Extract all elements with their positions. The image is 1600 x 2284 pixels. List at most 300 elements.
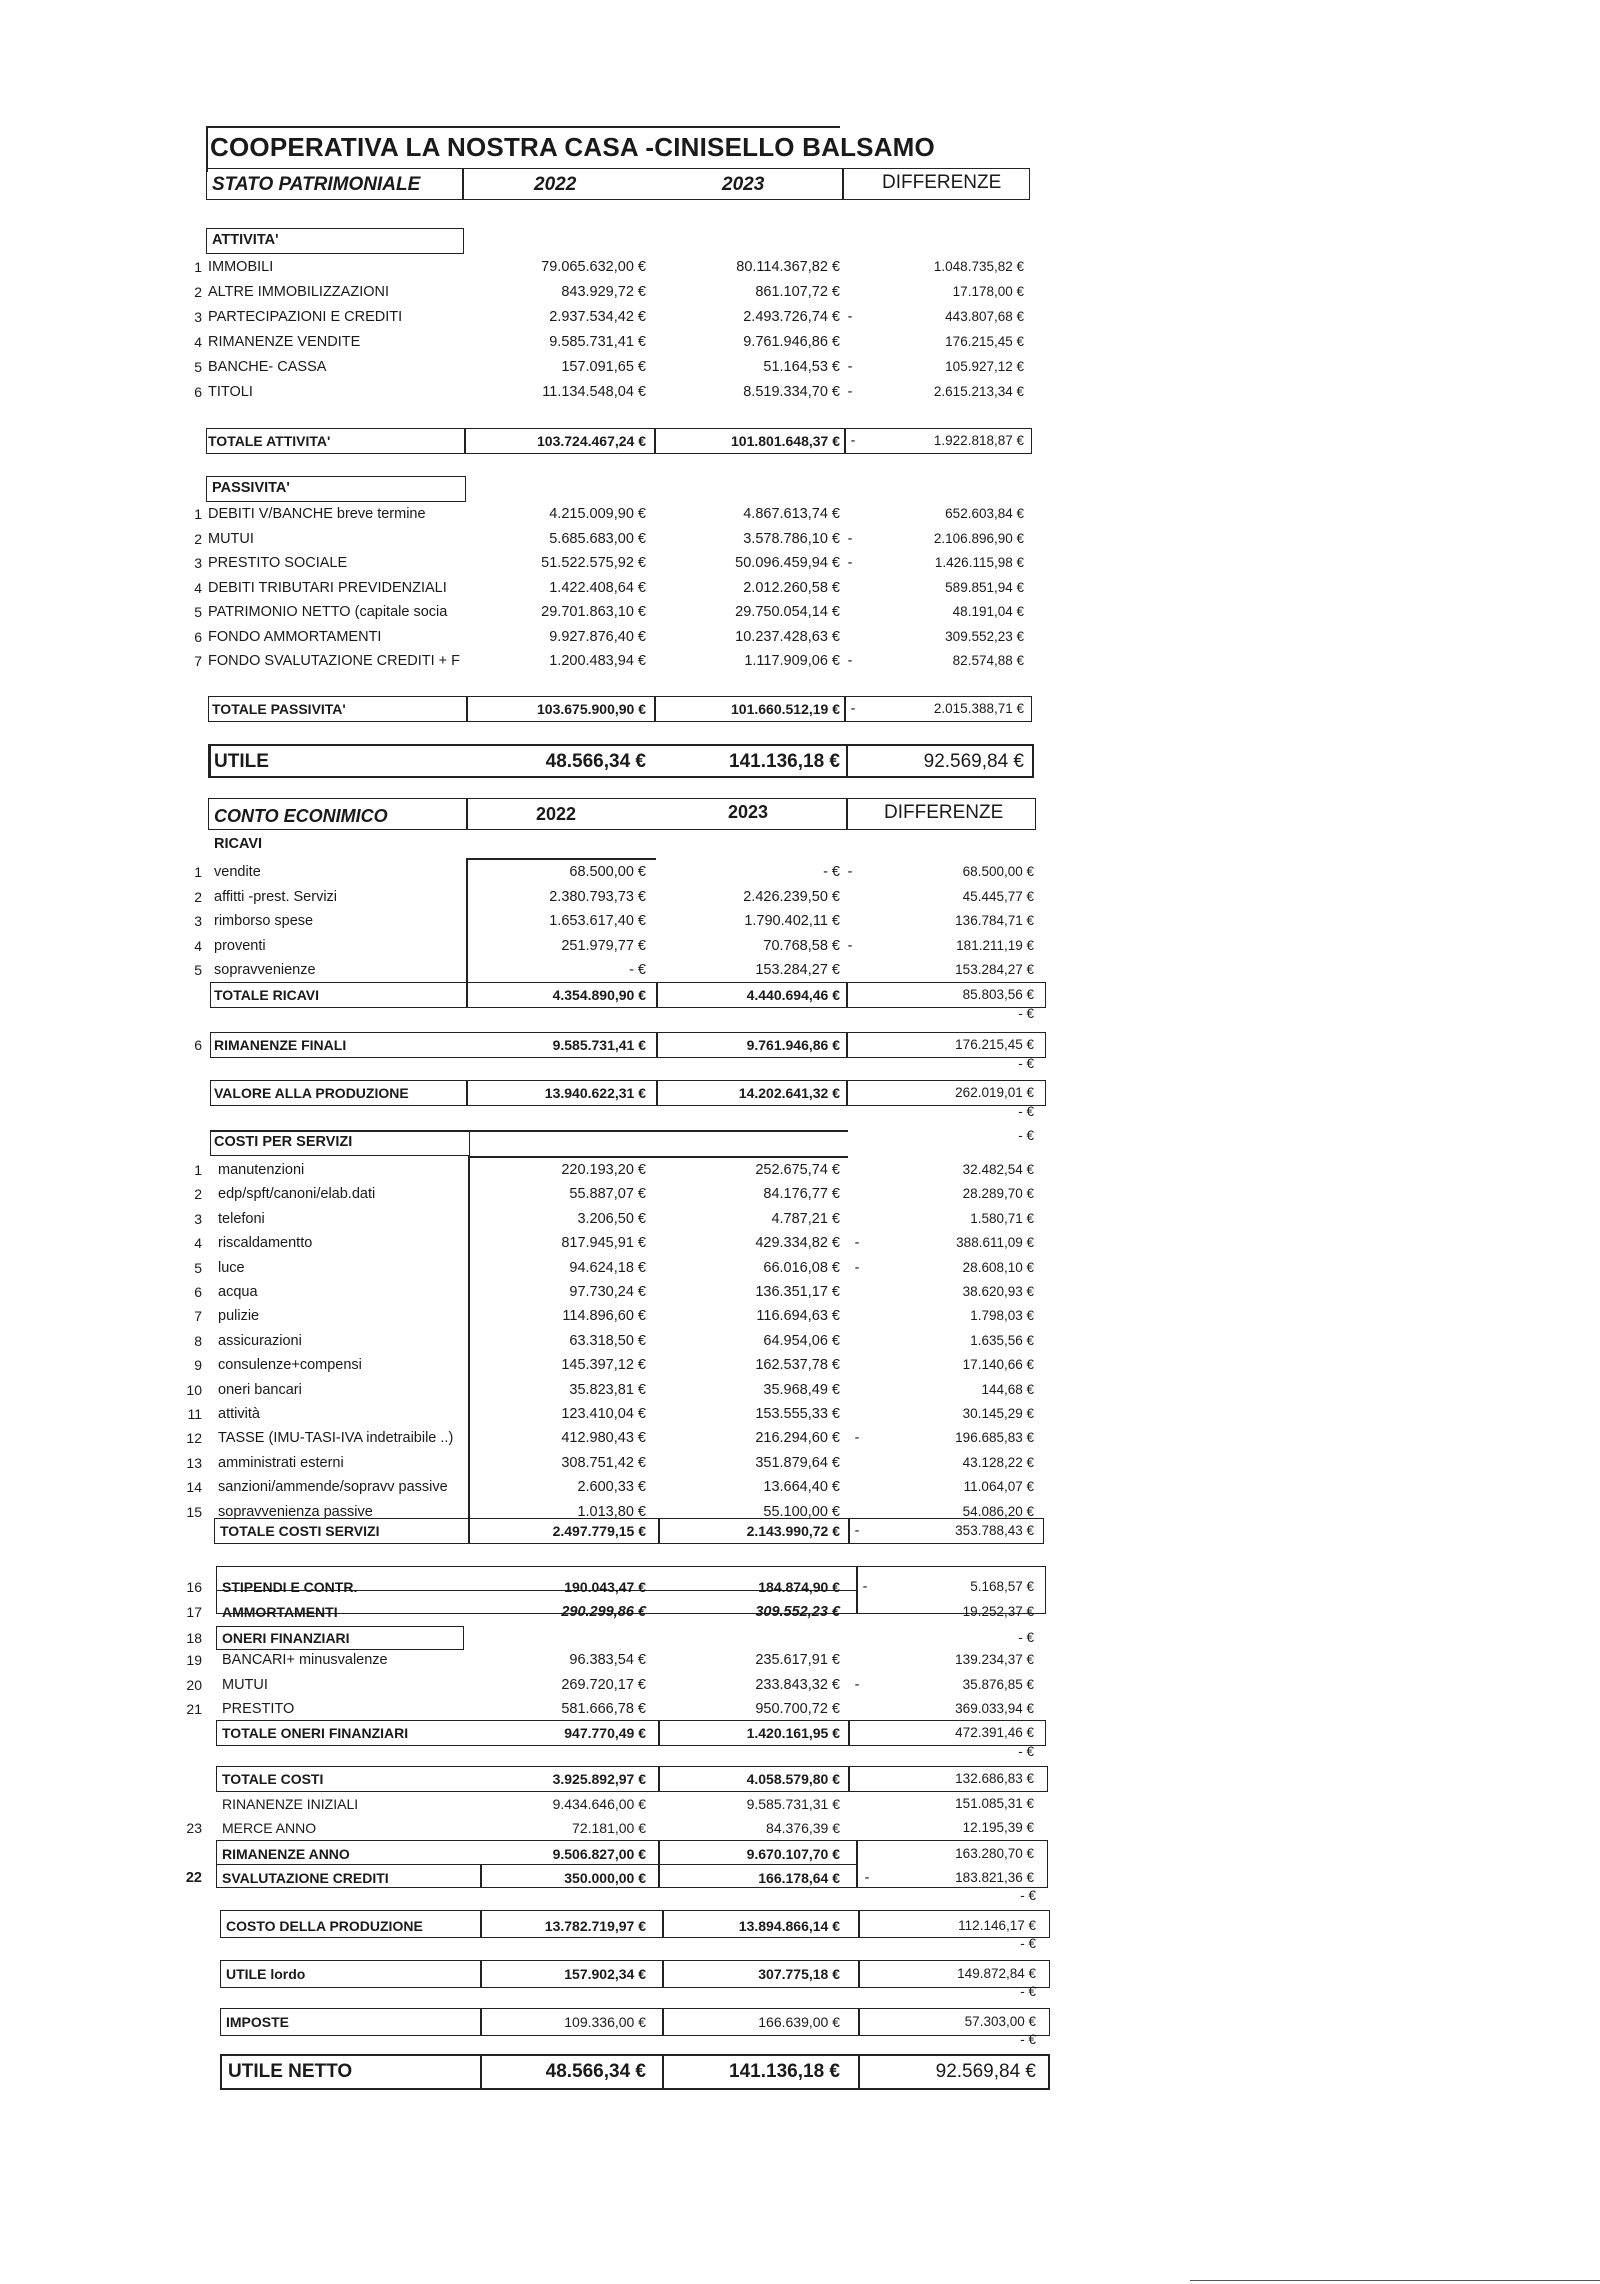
passivita-item-number: 4 <box>194 579 202 596</box>
costi-item-row <box>0 1378 1600 1402</box>
stipendi-2022: 190.043,47 € <box>564 1579 646 1595</box>
attivita-item-label: ALTRE IMMOBILIZZAZIONI <box>208 284 389 300</box>
oneri-item-row <box>0 1673 1600 1697</box>
costi-item-row <box>0 1280 1600 1304</box>
costi-item-2023: 13.664,40 € <box>763 1479 840 1496</box>
document-title: COOPERATIVA LA NOSTRA CASA -CINISELLO BALSAMO <box>210 132 935 162</box>
costi-item-label: sopravvenienza passive <box>218 1503 373 1520</box>
totale-attivita-2022: 103.724.467,24 € <box>537 433 646 449</box>
empty-diff-row <box>0 2030 1600 2050</box>
costi-item-row <box>0 1158 1600 1182</box>
passivita-item-2022: 51.522.575,92 € <box>541 555 646 571</box>
valore-produzione-2023: 14.202.641,32 € <box>738 1085 840 1101</box>
svalutazione-2022: 350.000,00 € <box>564 1870 646 1886</box>
oneri-number: 18 <box>186 1630 202 1646</box>
empty-diff: - € <box>1020 1984 1036 1999</box>
ricavi-item-row <box>0 860 1600 884</box>
attivita-item-2022: 79.065.632,00 € <box>541 259 646 275</box>
oneri-item-label: PRESTITO <box>222 1701 295 1717</box>
empty-diff: - € <box>1018 1630 1034 1645</box>
ricavi-item-2023: - € <box>823 864 840 880</box>
passivita-item-2023: 10.237.428,63 € <box>735 628 840 645</box>
passivita-item-2022: 4.215.009,90 € <box>549 506 646 522</box>
passivita-item-2023: 2.012.260,58 € <box>743 579 840 596</box>
empty-diff-row <box>0 1982 1600 2002</box>
utile-netto-diff: 92.569,84 € <box>935 2061 1036 2082</box>
utile-lordo-2023: 307.775,18 € <box>758 1966 840 1982</box>
costi-item-diff: 388.611,09 € <box>956 1235 1034 1251</box>
costi-item-diff: 38.620,93 € <box>962 1284 1034 1299</box>
passivita-item-number: 2 <box>194 530 202 547</box>
costi-item-diff: 144,68 € <box>981 1381 1034 1397</box>
costi-item-2022: 114.896,60 € <box>562 1308 646 1325</box>
costi-item-number: 6 <box>194 1284 202 1300</box>
ricavi-item-number: 1 <box>194 864 202 880</box>
passivita-item-diff: 48.191,04 € <box>952 604 1024 619</box>
merce-anno-label: MERCE ANNO <box>222 1820 317 1836</box>
ricavi-item-2023: 70.768,58 € <box>763 937 840 954</box>
rimanenze-iniziali-label: RINANENZE INIZIALI <box>222 1796 359 1812</box>
passivita-item-sign: - <box>847 555 853 571</box>
oneri-section-row <box>0 1626 1600 1650</box>
passivita-item-2023: 29.750.054,14 € <box>735 604 840 620</box>
empty-diff: - € <box>1018 1056 1034 1071</box>
ricavi-item-2023: 153.284,27 € <box>755 962 840 979</box>
costi-item-row <box>0 1182 1600 1206</box>
costi-item-diff: 28.289,70 € <box>962 1186 1034 1202</box>
costi-item-diff: 54.086,20 € <box>962 1503 1034 1519</box>
costi-item-label: oneri bancari <box>218 1381 302 1398</box>
passivita-item-2023: 3.578.786,10 € <box>743 530 840 547</box>
costi-item-sign: - <box>854 1430 860 1447</box>
ammortamenti-2022: 290.299,86 € <box>561 1604 646 1620</box>
passivita-item-number: 6 <box>194 628 202 645</box>
ricavi-item-number: 3 <box>194 913 202 930</box>
costi-item-number: 10 <box>186 1381 202 1398</box>
costi-item-number: 2 <box>194 1186 202 1203</box>
ricavi-item-diff: 136.784,71 € <box>955 913 1034 929</box>
costi-item-number: 5 <box>194 1259 202 1276</box>
stipendi-sign: - <box>862 1579 868 1595</box>
merce-anno-row <box>0 1816 1600 1840</box>
costi-item-sign: - <box>854 1235 860 1252</box>
utile-row <box>0 748 1600 776</box>
rimanenze-finali-diff: 176.215,45 € <box>955 1037 1034 1052</box>
passivita-item-diff: 589.851,94 € <box>945 579 1024 595</box>
totale-attivita-diff: 1.922.818,87 € <box>933 433 1024 448</box>
rimanenze-anno-row <box>0 1842 1600 1866</box>
empty-diff: - € <box>1018 1744 1034 1759</box>
empty-diff-row <box>0 1886 1600 1906</box>
costi-item-2023: 153.555,33 € <box>755 1406 840 1422</box>
costi-item-2023: 216.294,60 € <box>755 1430 840 1447</box>
merce-anno-diff: 12.195,39 € <box>962 1820 1034 1835</box>
costi-item-2022: 2.600,33 € <box>577 1479 646 1496</box>
costi-item-label: assicurazioni <box>218 1332 302 1349</box>
costi-item-row <box>0 1207 1600 1231</box>
ricavi-item-label: vendite <box>214 864 261 880</box>
costi-item-diff: 43.128,22 € <box>962 1454 1034 1470</box>
oneri-item-diff: 369.033,94 € <box>955 1701 1034 1716</box>
totale-ricavi-2022: 4.354.890,90 € <box>552 987 646 1003</box>
ammortamenti-label: AMMORTAMENTI <box>222 1604 338 1620</box>
passivita-item-row <box>0 551 1600 575</box>
ricavi-item-number: 4 <box>194 937 202 954</box>
stipendi-2023: 184.874,90 € <box>758 1579 840 1595</box>
costi-item-diff: 17.140,66 € <box>962 1357 1034 1373</box>
costi-item-row <box>0 1256 1600 1280</box>
oneri-item-row <box>0 1648 1600 1672</box>
passivita-item-label: DEBITI TRIBUTARI PREVIDENZIALI <box>208 579 447 596</box>
rimanenze-anno-2022: 9.506.827,00 € <box>552 1846 646 1862</box>
costi-item-2023: 55.100,00 € <box>763 1503 840 1520</box>
totale-attivita-label: TOTALE ATTIVITA' <box>208 433 331 449</box>
totale-costi-servizi-row <box>0 1519 1600 1543</box>
valore-produzione-label: VALORE ALLA PRODUZIONE <box>214 1085 409 1101</box>
valore-produzione-2022: 13.940.622,31 € <box>544 1085 646 1101</box>
attivita-item-number: 3 <box>194 309 202 325</box>
ricavi-item-number: 2 <box>194 888 202 905</box>
attivita-item-label: PARTECIPAZIONI E CREDITI <box>208 309 403 325</box>
attivita-item-number: 1 <box>194 259 202 275</box>
ricavi-item-2022: 1.653.617,40 € <box>549 913 646 930</box>
passivita-item-number: 7 <box>194 653 202 669</box>
ce-header-year-2022: 2022 <box>536 804 577 824</box>
oneri-item-label: BANCARI+ minusvalenze <box>222 1652 388 1668</box>
empty-diff: - € <box>1018 1006 1034 1021</box>
costi-item-label: luce <box>218 1259 245 1276</box>
stipendi-diff: 5.168,57 € <box>970 1579 1034 1594</box>
attivita-item-diff: 443.807,68 € <box>945 309 1024 324</box>
costi-item-number: 8 <box>194 1332 202 1349</box>
ricavi-item-diff: 45.445,77 € <box>962 888 1034 904</box>
ricavi-item-2023: 2.426.239,50 € <box>743 888 840 905</box>
attivita-item-sign: - <box>847 384 853 400</box>
totale-passivita-2022: 103.675.900,90 € <box>537 701 646 717</box>
sp-header-divider <box>842 168 844 200</box>
passivita-item-number: 1 <box>194 506 202 522</box>
imposte-diff: 57.303,00 € <box>964 2014 1036 2029</box>
attivita-item-number: 5 <box>194 359 202 375</box>
passivita-item-number: 5 <box>194 604 202 620</box>
empty-diff-row <box>0 1742 1600 1762</box>
ricavi-item-number: 5 <box>194 962 202 979</box>
oneri-item-2023: 950.700,72 € <box>755 1701 840 1717</box>
attivita-item-row <box>0 255 1600 279</box>
utile-lordo-label: UTILE lordo <box>226 1966 306 1982</box>
divider <box>466 798 468 830</box>
merce-anno-2022: 72.181,00 € <box>572 1820 646 1836</box>
totale-costi-label: TOTALE COSTI <box>222 1771 324 1787</box>
costo-produzione-2022: 13.782.719,97 € <box>544 1918 646 1934</box>
passivita-item-diff: 2.106.896,90 € <box>933 530 1024 546</box>
totale-costi-diff: 132.686,83 € <box>955 1771 1034 1786</box>
attivita-item-diff: 1.048.735,82 € <box>933 259 1024 274</box>
rimanenze-finali-number: 6 <box>194 1037 202 1053</box>
ce-header-diff: DIFFERENZE <box>884 802 1004 823</box>
ricavi-item-sign: - <box>847 864 853 880</box>
empty-diff: - € <box>1020 2032 1036 2047</box>
costi-item-2023: 116.694,63 € <box>756 1308 840 1325</box>
totale-oneri-2022: 947.770,49 € <box>564 1725 646 1741</box>
ricavi-item-label: affitti -prest. Servizi <box>214 888 338 905</box>
costi-item-number: 13 <box>186 1454 202 1471</box>
costi-item-2022: 63.318,50 € <box>569 1332 646 1349</box>
utile-lordo-2022: 157.902,34 € <box>564 1966 646 1982</box>
costi-item-row <box>0 1329 1600 1353</box>
costi-item-2023: 252.675,74 € <box>755 1162 840 1178</box>
attivita-item-2023: 9.761.946,86 € <box>743 334 840 350</box>
passivita-item-sign: - <box>847 653 853 669</box>
scan-edge <box>1190 2280 1600 2281</box>
costi-item-2023: 35.968,49 € <box>763 1381 840 1398</box>
costi-item-2023: 4.787,21 € <box>771 1210 840 1227</box>
attivita-item-diff: 105.927,12 € <box>945 359 1024 374</box>
attivita-item-label: IMMOBILI <box>208 259 274 275</box>
costi-item-2023: 136.351,17 € <box>755 1284 840 1300</box>
totale-attivita-row <box>0 429 1600 453</box>
oneri-item-diff: 139.234,37 € <box>955 1652 1034 1667</box>
rimanenze-iniziali-2023: 9.585.731,31 € <box>746 1796 840 1812</box>
ammortamenti-row <box>0 1600 1600 1624</box>
costi-item-diff: 1.635,56 € <box>970 1332 1034 1348</box>
attivita-item-2023: 51.164,53 € <box>763 359 840 375</box>
ricavi-item-label: rimborso spese <box>214 913 314 930</box>
costi-item-2023: 162.537,78 € <box>755 1357 840 1374</box>
attivita-item-2022: 157.091,65 € <box>561 359 646 375</box>
costi-item-diff: 1.580,71 € <box>970 1210 1034 1226</box>
costi-item-label: attività <box>218 1406 260 1422</box>
oneri-item-label: MUTUI <box>222 1676 268 1693</box>
passivita-item-label: FONDO SVALUTAZIONE CREDITI + F <box>208 653 461 669</box>
attivita-item-row <box>0 380 1600 404</box>
attivita-item-label: BANCHE- CASSA <box>208 359 327 375</box>
passivita-item-diff: 82.574,88 € <box>952 653 1024 668</box>
svalutazione-2023: 166.178,64 € <box>758 1870 840 1886</box>
attivita-item-sign: - <box>847 359 853 375</box>
rimanenze-anno-2023: 9.670.107,70 € <box>746 1846 840 1862</box>
totale-oneri-2023: 1.420.161,95 € <box>746 1725 840 1741</box>
costi-item-diff: 1.798,03 € <box>970 1308 1034 1324</box>
imposte-label: IMPOSTE <box>226 2014 290 2030</box>
oneri-item-row <box>0 1697 1600 1721</box>
passivita-item-row <box>0 600 1600 624</box>
costo-produzione-diff: 112.146,17 € <box>958 1918 1036 1933</box>
costi-item-row <box>0 1426 1600 1450</box>
costo-produzione-2023: 13.894.866,14 € <box>738 1918 840 1934</box>
totale-oneri-label: TOTALE ONERI FINANZIARI <box>222 1725 409 1741</box>
empty-diff-row <box>0 1054 1600 1074</box>
costi-item-label: consulenze+compensi <box>218 1357 362 1374</box>
costi-item-number: 1 <box>194 1162 202 1178</box>
passivita-item-row <box>0 502 1600 526</box>
attivita-item-2023: 2.493.726,74 € <box>743 309 840 325</box>
totale-passivita-2023: 101.660.512,19 € <box>731 701 840 717</box>
ce-header-label: CONTO ECONIMICO <box>214 806 388 826</box>
ricavi-item-2022: - € <box>629 962 646 979</box>
ricavi-item-2023: 1.790.402,11 € <box>744 913 840 930</box>
attivita-item-diff: 2.615.213,34 € <box>933 384 1024 399</box>
totale-costi-row <box>0 1767 1600 1791</box>
costi-item-number: 9 <box>194 1357 202 1374</box>
ricavi-item-sign: - <box>847 937 853 954</box>
attivita-item-2023: 8.519.334,70 € <box>743 384 840 400</box>
oneri-item-2022: 96.383,54 € <box>569 1652 646 1668</box>
ricavi-item-row <box>0 909 1600 933</box>
attivita-item-label: TITOLI <box>208 384 253 400</box>
totale-passivita-row <box>0 697 1600 721</box>
attivita-item-number: 4 <box>194 334 202 350</box>
totale-ricavi-diff: 85.803,56 € <box>962 987 1034 1002</box>
costi-item-diff: 30.145,29 € <box>962 1406 1034 1421</box>
utile-2023: 141.136,18 € <box>729 751 840 772</box>
sp-header-divider <box>462 168 464 200</box>
costi-item-label: riscaldamentto <box>218 1235 313 1252</box>
passivita-section-label: PASSIVITA' <box>212 480 290 496</box>
rimanenze-anno-label: RIMANENZE ANNO <box>222 1846 350 1862</box>
costi-item-number: 4 <box>194 1235 202 1252</box>
ammortamenti-number: 17 <box>186 1604 202 1620</box>
ammortamenti-2023: 309.552,23 € <box>755 1604 840 1620</box>
passivita-item-row <box>0 576 1600 600</box>
oneri-item-2022: 269.720,17 € <box>561 1676 646 1693</box>
rimanenze-finali-label: RIMANENZE FINALI <box>214 1037 347 1053</box>
passivita-item-2022: 9.927.876,40 € <box>549 628 646 645</box>
totale-costi-2022: 3.925.892,97 € <box>552 1771 646 1787</box>
oneri-item-2023: 233.843,32 € <box>755 1676 840 1693</box>
totale-passivita-label: TOTALE PASSIVITA' <box>212 701 346 717</box>
costi-item-2022: 1.013,80 € <box>577 1503 646 1520</box>
attivita-item-2022: 11.134.548,04 € <box>542 384 646 400</box>
attivita-item-2023: 861.107,72 € <box>755 284 840 300</box>
svalutazione-number: 22 <box>185 1870 202 1886</box>
title-top-rule <box>208 126 840 128</box>
costi-item-2022: 412.980,43 € <box>561 1430 646 1447</box>
passivita-item-2023: 1.117.909,06 € <box>744 653 840 669</box>
oneri-item-number: 21 <box>186 1701 202 1717</box>
costi-item-row <box>0 1353 1600 1377</box>
totale-costi-servizi-2022: 2.497.779,15 € <box>552 1523 646 1539</box>
costi-item-2022: 220.193,20 € <box>561 1162 646 1178</box>
costi-item-sign: - <box>854 1259 860 1276</box>
costi-item-2023: 429.334,82 € <box>755 1235 840 1252</box>
attivita-item-number: 6 <box>194 384 202 400</box>
attivita-item-2022: 843.929,72 € <box>561 284 646 300</box>
costi-item-diff: 11.064,07 € <box>963 1479 1034 1495</box>
ricavi-item-label: sopravvenienze <box>214 962 316 979</box>
costi-item-label: acqua <box>218 1284 258 1300</box>
costi-item-2023: 64.954,06 € <box>763 1332 840 1349</box>
costi-item-label: pulizie <box>218 1308 260 1325</box>
attivita-item-sign: - <box>847 309 853 325</box>
ricavi-item-row <box>0 885 1600 909</box>
costi-item-2023: 351.879,64 € <box>755 1454 840 1471</box>
attivita-item-2022: 2.937.534,42 € <box>549 309 646 325</box>
ricavi-item-2022: 251.979,77 € <box>561 937 646 954</box>
totale-ricavi-2023: 4.440.694,46 € <box>746 987 840 1003</box>
passivita-item-row <box>0 527 1600 551</box>
costi-item-2022: 3.206,50 € <box>577 1210 646 1227</box>
divider <box>846 798 848 830</box>
utile-2022: 48.566,34 € <box>545 751 646 772</box>
sp-header-year-2023: 2023 <box>722 174 765 195</box>
ricavi-item-2022: 68.500,00 € <box>569 864 646 880</box>
passivita-item-row <box>0 625 1600 649</box>
costi-item-label: manutenzioni <box>218 1162 305 1178</box>
totale-costi-servizi-diff: 353.788,43 € <box>955 1523 1034 1538</box>
title-left-rule <box>206 126 210 172</box>
costi-item-row <box>0 1231 1600 1255</box>
utile-lordo-diff: 149.872,84 € <box>957 1966 1036 1981</box>
costi-item-number: 3 <box>194 1210 202 1227</box>
costi-item-2022: 35.823,81 € <box>569 1381 646 1398</box>
costi-item-number: 7 <box>194 1308 202 1325</box>
ricavi-item-row <box>0 958 1600 982</box>
totale-costi-servizi-label: TOTALE COSTI SERVIZI <box>220 1523 380 1539</box>
totale-attivita-2023: 101.801.648,37 € <box>731 433 840 449</box>
passivita-item-2022: 1.422.408,64 € <box>549 579 646 596</box>
ricavi-item-diff: 153.284,27 € <box>955 962 1034 978</box>
totale-ricavi-label: TOTALE RICAVI <box>214 987 319 1003</box>
attivita-item-row <box>0 330 1600 354</box>
empty-diff: - € <box>1018 1104 1034 1119</box>
merce-anno-2023: 84.376,39 € <box>766 1820 840 1836</box>
totale-passivita-diff: 2.015.388,71 € <box>933 701 1024 716</box>
costi-item-label: sanzioni/ammende/sopravv passive <box>218 1479 448 1496</box>
costi-item-row <box>0 1451 1600 1475</box>
stipendi-label: STIPENDI E CONTR. <box>222 1579 358 1595</box>
utile-diff: 92.569,84 € <box>923 751 1024 772</box>
attivita-item-row <box>0 305 1600 329</box>
passivita-item-label: MUTUI <box>208 530 254 547</box>
passivita-item-label: PATRIMONIO NETTO (capitale socia <box>208 604 448 620</box>
costi-item-2023: 66.016,08 € <box>763 1259 840 1276</box>
costi-item-number: 15 <box>186 1503 202 1520</box>
costi-item-label: telefoni <box>218 1210 265 1227</box>
stipendi-number: 16 <box>186 1579 202 1595</box>
passivita-item-number: 3 <box>194 555 202 571</box>
costi-item-number: 12 <box>186 1430 202 1447</box>
passivita-item-2022: 5.685.683,00 € <box>549 530 646 547</box>
oneri-item-2023: 235.617,91 € <box>755 1652 840 1668</box>
ricavi-item-label: proventi <box>214 937 266 954</box>
oneri-item-number: 20 <box>186 1676 202 1693</box>
empty-diff: - € <box>1020 1888 1036 1903</box>
costi-item-label: TASSE (IMU-TASI-IVA indetraibile ..) <box>218 1430 454 1447</box>
utile-label: UTILE <box>214 751 269 772</box>
passivita-item-diff: 309.552,23 € <box>945 628 1024 644</box>
costi-item-number: 11 <box>187 1406 202 1422</box>
oneri-item-diff: 35.876,85 € <box>962 1676 1034 1692</box>
costi-item-diff: 28.608,10 € <box>962 1259 1034 1275</box>
rimanenze-anno-diff: 163.280,70 € <box>955 1846 1034 1861</box>
sp-header-year-2022: 2022 <box>534 174 577 195</box>
totale-costi-servizi-sign: - <box>854 1523 860 1539</box>
costo-produzione-label: COSTO DELLA PRODUZIONE <box>226 1918 423 1934</box>
sp-header-diff: DIFFERENZE <box>882 172 1002 193</box>
ce-header-year-2023: 2023 <box>728 802 769 822</box>
empty-diff: - € <box>1018 1128 1034 1143</box>
oneri-item-sign: - <box>854 1676 860 1693</box>
passivita-item-2023: 50.096.459,94 € <box>735 555 840 571</box>
costi-item-number: 14 <box>186 1479 202 1496</box>
ammortamenti-diff: 19.252,37 € <box>962 1604 1034 1619</box>
totale-costi-2023: 4.058.579,80 € <box>746 1771 840 1787</box>
utile-netto-row <box>0 2058 1600 2086</box>
costi-item-diff: 32.482,54 € <box>962 1162 1034 1177</box>
imposte-2023: 166.639,00 € <box>758 2014 840 2030</box>
totale-costi-servizi-2023: 2.143.990,72 € <box>746 1523 840 1539</box>
